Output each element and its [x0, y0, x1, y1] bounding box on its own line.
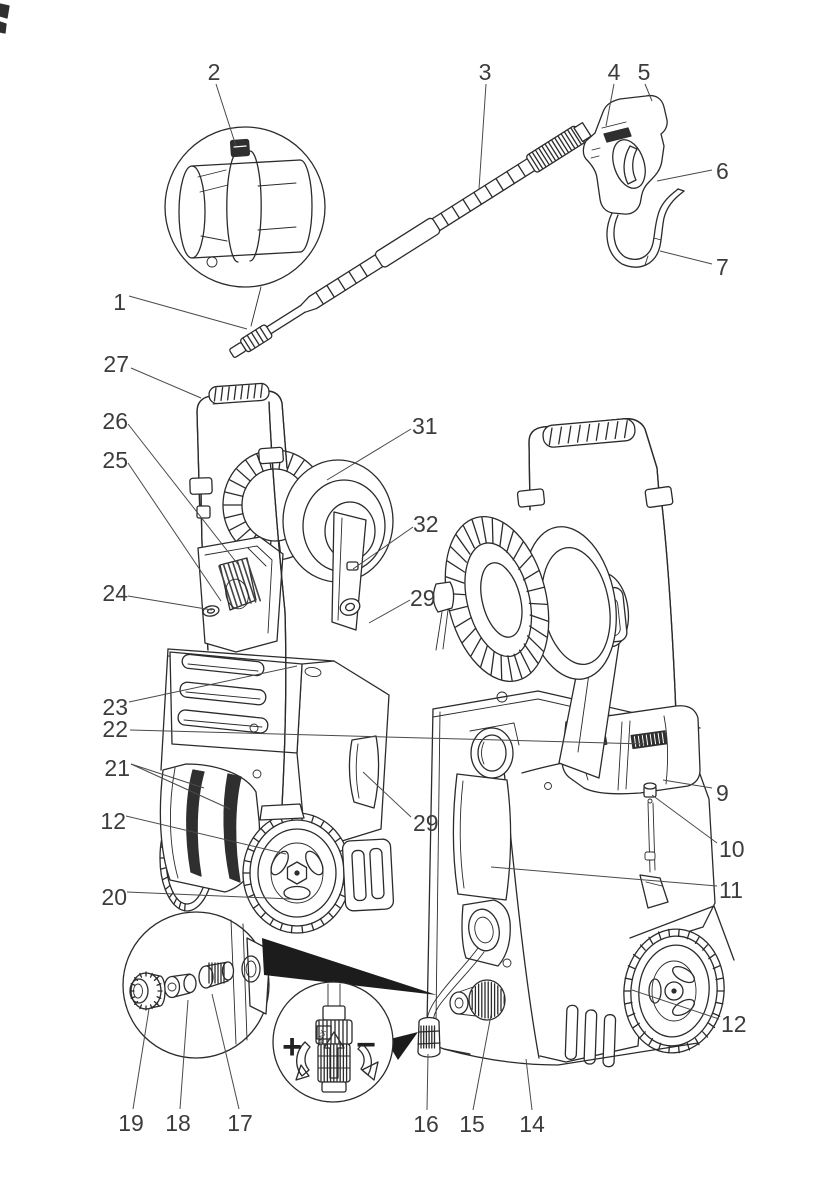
callout-11: 11: [719, 877, 743, 903]
callout-20: 20: [101, 884, 127, 910]
handle-grip-rear: [542, 418, 636, 448]
minus-symbol: −: [356, 1026, 376, 1064]
grille-slots: [177, 654, 268, 734]
plus-symbol: +: [282, 1028, 302, 1066]
callout-31: 31: [412, 413, 438, 439]
callout-1: 1: [113, 289, 126, 315]
hose-nipple: [644, 783, 656, 803]
callout-25: 25: [102, 447, 128, 473]
callout-12-rear: 12: [721, 1011, 747, 1037]
valve-barrel: [318, 1044, 350, 1092]
callout-6: 6: [716, 158, 729, 184]
metering-knob: [450, 980, 505, 1020]
callout-7: 7: [716, 254, 729, 280]
callout-2: 2: [207, 59, 221, 85]
callout-9: 9: [716, 780, 729, 806]
reel-arm-clip: [347, 562, 358, 570]
wheel-front-left-machine: [243, 813, 351, 933]
callout-18: 18: [165, 1110, 191, 1136]
callout-4: 4: [607, 59, 621, 85]
callout-3: 3: [478, 59, 492, 85]
callout-5: 5: [637, 59, 651, 85]
callout-29a: 29: [410, 585, 436, 611]
callout-23: 23: [102, 694, 128, 720]
coupling-detail-circle: [165, 127, 325, 326]
page-edge-marks: [0, 4, 9, 33]
callout-26: 26: [102, 408, 128, 434]
handle-grip-front: [209, 383, 270, 404]
machine-front-view: [160, 383, 394, 933]
water-inlet: [462, 900, 511, 967]
callout-15: 15: [459, 1111, 485, 1137]
callout-19: 19: [118, 1110, 144, 1136]
callout-10: 10: [719, 836, 745, 862]
callout-27: 27: [103, 351, 129, 377]
spray-gun: [583, 96, 684, 268]
callout-32: 32: [413, 511, 439, 537]
max-label: MAX: [317, 1029, 328, 1046]
tank-opening: [470, 723, 519, 778]
accessory-pocket: [349, 736, 378, 808]
callout-29b: 29: [413, 810, 439, 836]
callout-24: 24: [102, 580, 128, 606]
cap-nut-part: [130, 972, 165, 1010]
callout-21: 21: [104, 755, 130, 781]
callout-14: 14: [519, 1111, 545, 1137]
callout-12-front: 12: [100, 808, 126, 834]
callout-16: 16: [413, 1111, 439, 1137]
callout-22: 22: [102, 716, 128, 742]
suction-filter: [418, 1018, 440, 1058]
callout-17: 17: [227, 1110, 253, 1136]
stand-foot: [342, 839, 394, 911]
